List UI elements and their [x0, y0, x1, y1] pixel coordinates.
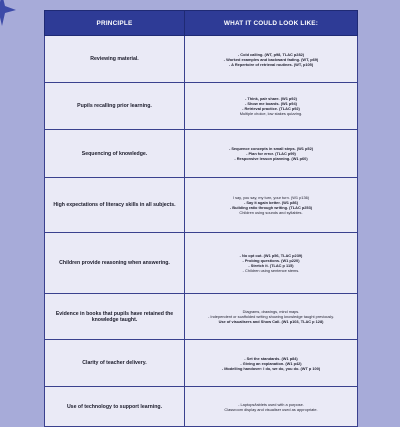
principle-cell: Sequencing of knowledge. — [45, 130, 185, 178]
table-row — [45, 294, 358, 340]
principle-cell: High expectations of literacy skills in all subjects. — [45, 178, 185, 233]
looks-like-cell — [185, 36, 358, 83]
looks-like-line: Diagrams, drawings, mind maps. — [242, 309, 300, 314]
star-icon — [0, 0, 20, 28]
looks-like-line: - Independent or scaffolded writing showing knowledge taught previously. — [208, 314, 334, 319]
table-row — [45, 36, 358, 83]
looks-like-cell — [185, 130, 358, 178]
principle-cell: Evidence in books that pupils have retained the knowledge taught. — [45, 294, 185, 340]
looks-like-line: - Worked examples and backward fading. (WT, p69) — [223, 56, 319, 62]
looks-like-line: - Cold calling. (WT, p98, TLAC p282) — [237, 51, 305, 57]
looks-like-line: Use of visualisers and Show Call. (W1 p103, TLAC p 128) — [218, 319, 324, 324]
looks-like-line: - Modelling handover: I do, we do, you do. (WT p 100) — [221, 365, 321, 371]
looks-like-line: - Think, pair share. (W1 p92) — [245, 96, 297, 101]
looks-like-cell — [185, 294, 358, 340]
looks-like-line: - Children using sentence stems. — [242, 268, 300, 273]
looks-like-line: - A Repertoire of retrieval routines. (WT, p105) — [228, 61, 314, 67]
looks-like-line: - Sequence concepts in small steps. (W1 p52) — [228, 146, 314, 151]
table-row — [45, 233, 358, 294]
looks-like-line: - Giving an explanation. (W1 p42) — [240, 360, 302, 366]
looks-like-line: - Retrieval practice. (TLAC p92) — [242, 106, 300, 111]
principle-cell: Use of technology to support learning. — [45, 387, 185, 427]
table-row — [45, 130, 358, 178]
principle-cell: Pupils recalling prior learning. — [45, 83, 185, 130]
looks-like-line: - Laptops/tablets used with a purpose. — [238, 401, 304, 407]
looks-like-cell — [185, 340, 358, 387]
table-row — [45, 340, 358, 387]
looks-like-cell — [185, 83, 358, 130]
looks-like-line: - Set the standards. (W1 p84) — [244, 355, 298, 361]
header-principle: PRINCIPLE — [45, 11, 185, 36]
looks-like-line: - Building ratio through writing. (TLAC p253) — [229, 205, 313, 210]
table-row — [45, 83, 358, 130]
looks-like-line: Multiple choice, low stakes quizzing. — [239, 111, 303, 116]
looks-like-line: - Probing questions. (W1 p220) — [242, 258, 300, 263]
principle-cell: Clarity of teacher delivery. — [45, 340, 185, 387]
table-row — [45, 387, 358, 427]
looks-like-cell — [185, 387, 358, 427]
looks-like-line: - Responsive lesson planning. (W1 p60) — [234, 156, 308, 161]
looks-like-line: I say, you say, my turn, your turn. (W1 p136) — [232, 195, 310, 200]
looks-like-line: - No opt out. (W1 p56, TLAC p239) — [239, 253, 303, 258]
table-header-row — [45, 11, 358, 36]
principles-table — [44, 10, 358, 427]
principles-table-container — [44, 10, 358, 427]
table-body — [45, 36, 358, 427]
table-row — [45, 178, 358, 233]
looks-like-line: - Say it again better. (W1 p86) — [243, 200, 299, 205]
looks-like-line: Children using sounds and syllables. — [239, 210, 303, 215]
looks-like-line: - Stretch it. (TLAC p 115) — [248, 263, 294, 268]
looks-like-cell — [185, 178, 358, 233]
principle-cell: Reviewing material. — [45, 36, 185, 83]
header-what-it-could-look-like: WHAT IT COULD LOOK LIKE: — [185, 11, 358, 36]
principle-cell: Children provide reasoning when answering. — [45, 233, 185, 294]
looks-like-line: - Plan for error. (TLAC p99) — [246, 151, 296, 156]
looks-like-cell — [185, 233, 358, 294]
looks-like-line: Classroom display and visualiser used as appropriate. — [224, 406, 318, 412]
looks-like-line: - Show me boards. (W1 p94) — [245, 101, 297, 106]
